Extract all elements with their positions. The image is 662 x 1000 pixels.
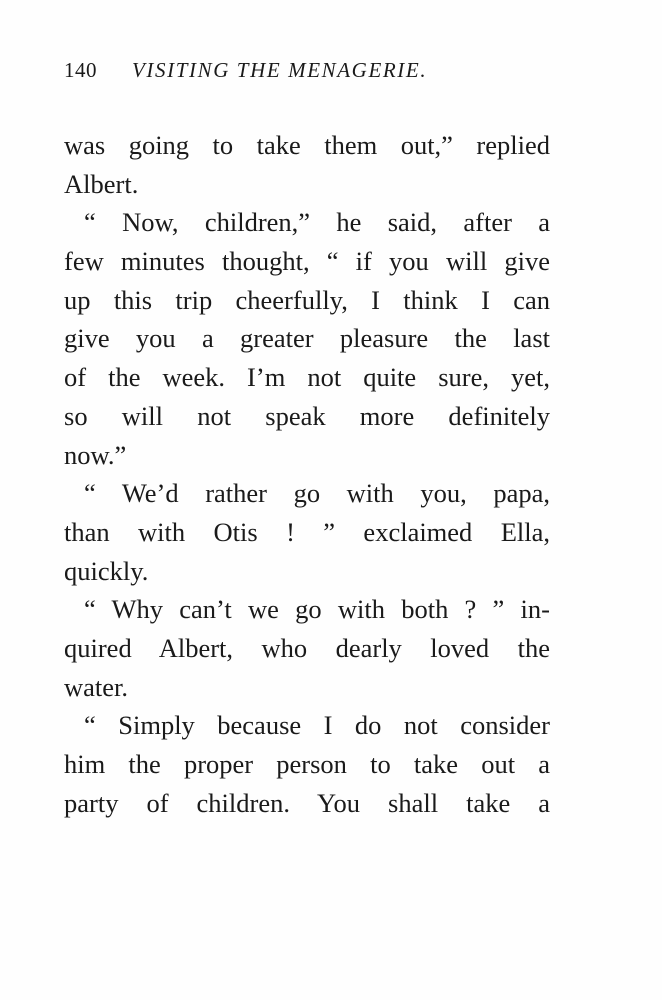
text-line: “ Simply because I do not consider xyxy=(84,710,550,741)
text-line: party of children. You shall take a xyxy=(64,787,550,818)
text-line: up this trip cheerfully, I think I can xyxy=(64,284,550,315)
text-line: give you a greater pleasure the last xyxy=(64,323,550,354)
text-line: now.” xyxy=(64,439,127,470)
running-head xyxy=(64,58,604,88)
text-line: him the proper person to take out a xyxy=(64,749,550,779)
text-line: than with Otis ! ” exclaimed Ella, xyxy=(64,516,550,547)
text-line: so will not speak more definitely xyxy=(64,400,550,431)
page-number: 140 xyxy=(64,58,97,82)
chapter-title: VISITING THE MENAGERIE. xyxy=(132,58,428,82)
text-line: Albert. xyxy=(64,168,139,199)
text-line: “ Now, children,” he said, after a xyxy=(84,207,550,238)
text-line: “ We’d rather go with you, papa, xyxy=(84,478,550,509)
text-line: was going to take them out,” replied xyxy=(64,130,550,160)
text-line: quickly. xyxy=(64,555,149,586)
body-text xyxy=(64,126,550,822)
text-line: “ Why can’t we go with both ? ” in- xyxy=(84,594,550,625)
text-line: few minutes thought, “ if you will give xyxy=(64,246,550,277)
text-line: of the week. I’m not quite sure, yet, xyxy=(64,362,550,393)
text-line: quired Albert, who dearly loved the xyxy=(64,632,550,663)
text-line: water. xyxy=(64,671,129,702)
